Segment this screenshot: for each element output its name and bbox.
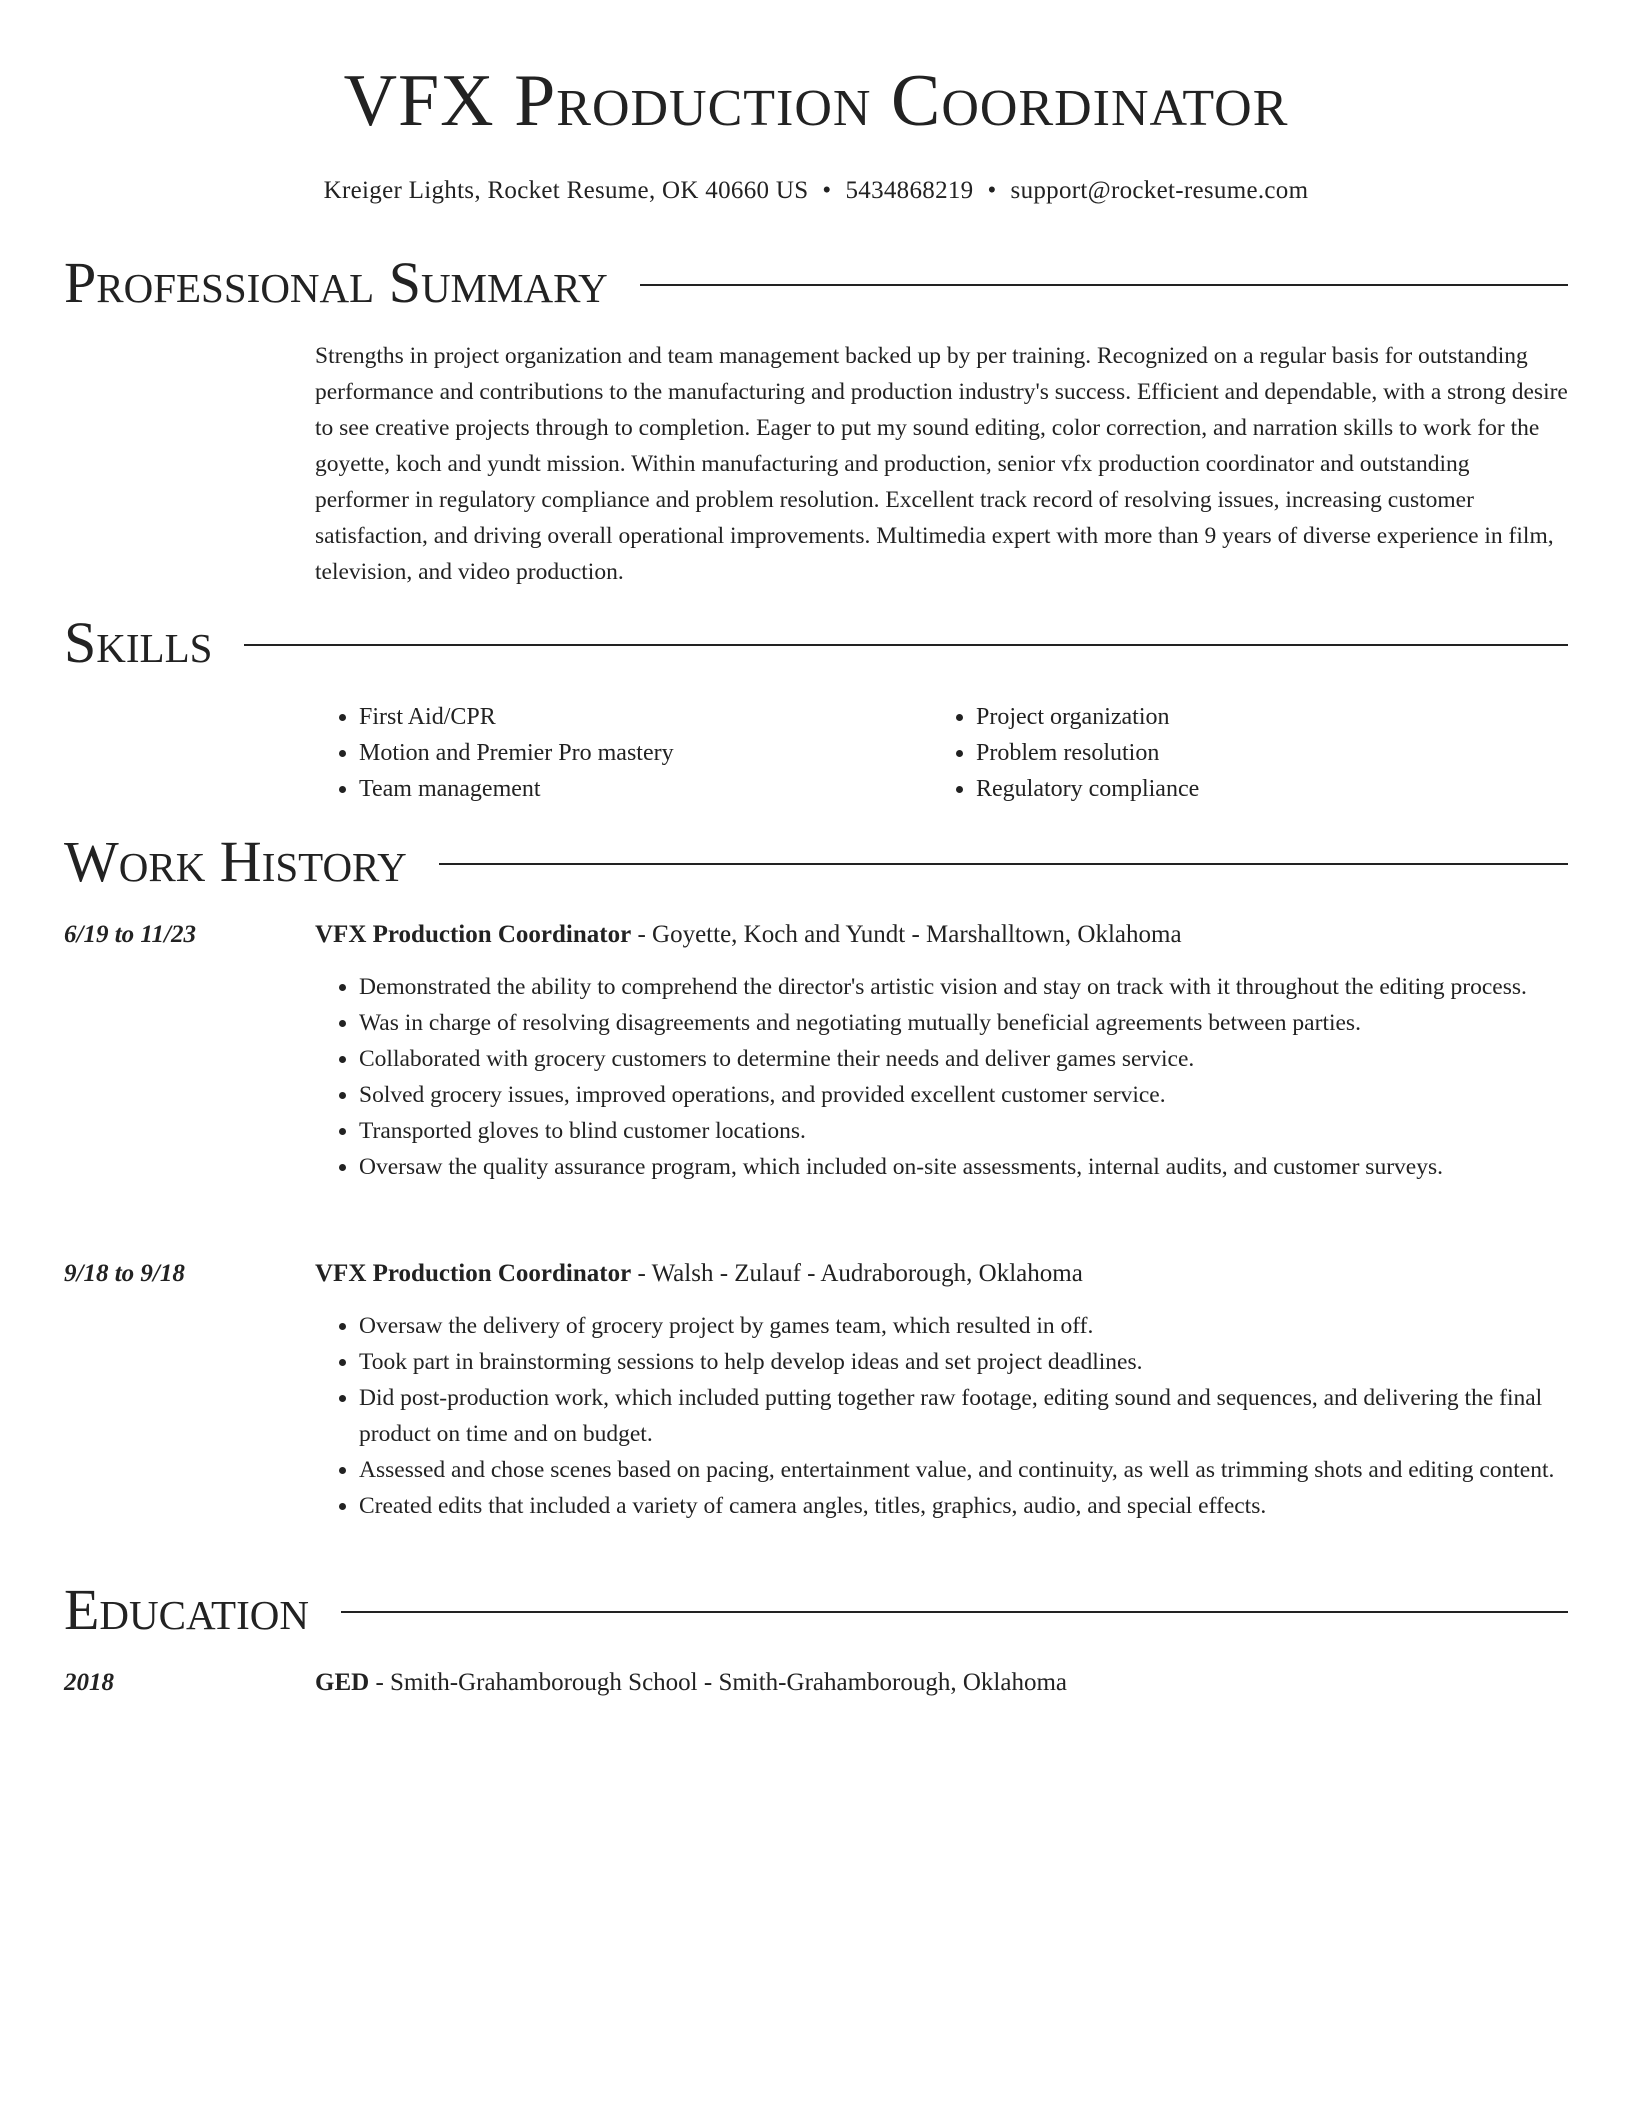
skill-item: • Project organization (976, 699, 1568, 735)
contact-separator: • (987, 177, 997, 204)
job-bullets (315, 969, 1612, 1185)
job-bullet: • Demonstrated the ability to comprehend the director's artistic vision and stay on track with it throughout the editing process. (359, 969, 1612, 1005)
job-bullet: • Collaborated with grocery customers to determine their needs and deliver games service. (359, 1041, 1612, 1077)
skills-column-right (932, 699, 1568, 807)
job-employer-location: - Walsh - Zulauf - Audraborough, Oklahoma (631, 1260, 1083, 1287)
contact-line (0, 174, 1632, 208)
summary-text: Strengths in project organization and team management backed up by per training. Recognized on a regular basis for outstanding performance and contributions to the manufacturing and production industry's success. Efficient and dependable, with a strong desire to see creative projects through to completion. Eager to put my sound editing, color correction, and narration skills to work for the goyette, koch and yundt mission. Within manufacturing and production, senior vfx production coordinator and outstanding performer in regulatory compliance and problem resolution. Excellent track record of resolving issues, increasing customer satisfaction, and driving overall operational improvements. Multimedia expert with more than 9 years of diverse experience in film, television, and video production. (315, 343, 1568, 585)
job-bullets (315, 1308, 1612, 1524)
job-heading (315, 1256, 1568, 1292)
section-divider (439, 863, 1568, 865)
job-bullet: • Oversaw the delivery of grocery project by games team, which resulted in off. (359, 1308, 1612, 1344)
resume-name: VFX Production Coordinator (343, 60, 1289, 142)
skill-item: • Regulatory compliance (976, 771, 1568, 807)
skill-item: • Team management (359, 771, 932, 807)
job-bullet: • Assessed and chose scenes based on pacing, entertainment value, and continuity, as well as trimming shots and editing content. (359, 1452, 1612, 1488)
education-school-location: - Smith-Grahamborough School - Smith-Grahamborough, Oklahoma (369, 1669, 1067, 1696)
job-dates: 6/19 to 11/23 (64, 921, 196, 948)
contact-email: support@rocket-resume.com (1010, 177, 1309, 204)
skill-item: • Problem resolution (976, 735, 1568, 771)
summary-heading: Professional Summary (64, 250, 608, 315)
job-heading (315, 917, 1568, 953)
skill-item: • Motion and Premier Pro mastery (359, 735, 932, 771)
skills-column-left (315, 699, 932, 807)
summary-section-header (64, 248, 1568, 318)
job-bullet: • Created edits that included a variety of camera angles, titles, graphics, audio, and special effects. (359, 1488, 1612, 1524)
job-title: VFX Production Coordinator (315, 1260, 632, 1287)
job-dates: 9/18 to 9/18 (64, 1260, 185, 1287)
education-year: 2018 (64, 1669, 114, 1696)
section-divider (640, 284, 1568, 286)
education-heading: Education (64, 1577, 309, 1642)
skills-heading: Skills (64, 610, 213, 675)
section-divider (244, 644, 1568, 646)
job-employer-location: - Goyette, Koch and Yundt - Marshalltown, Oklahoma (631, 921, 1182, 948)
skills-list (315, 699, 1568, 807)
contact-address: Kreiger Lights, Rocket Resume, OK 40660 US (323, 177, 809, 204)
job-bullet: • Transported gloves to blind customer locations. (359, 1113, 1612, 1149)
education-entry (315, 1665, 1568, 1701)
skills-section-header (64, 608, 1568, 678)
contact-separator: • (822, 177, 832, 204)
work-heading: Work History (64, 829, 407, 894)
skill-item: • First Aid/CPR (359, 699, 932, 735)
job-bullet: • Was in charge of resolving disagreements and negotiating mutually beneficial agreements between parties. (359, 1005, 1612, 1041)
job-title: VFX Production Coordinator (315, 921, 632, 948)
section-divider (341, 1611, 1568, 1613)
work-section-header (64, 827, 1568, 897)
education-degree: GED (315, 1669, 370, 1696)
job-bullet: • Solved grocery issues, improved operations, and provided excellent customer service. (359, 1077, 1612, 1113)
contact-phone: 5434868219 (845, 177, 974, 204)
job-bullet: • Took part in brainstorming sessions to help develop ideas and set project deadlines. (359, 1344, 1612, 1380)
job-bullet: • Did post-production work, which included putting together raw footage, editing sound and sequences, and delivering the final product on time and on budget. (359, 1380, 1612, 1452)
education-section-header (64, 1575, 1568, 1645)
job-bullet: • Oversaw the quality assurance program, which included on-site assessments, internal audits, and customer surveys. (359, 1149, 1612, 1185)
